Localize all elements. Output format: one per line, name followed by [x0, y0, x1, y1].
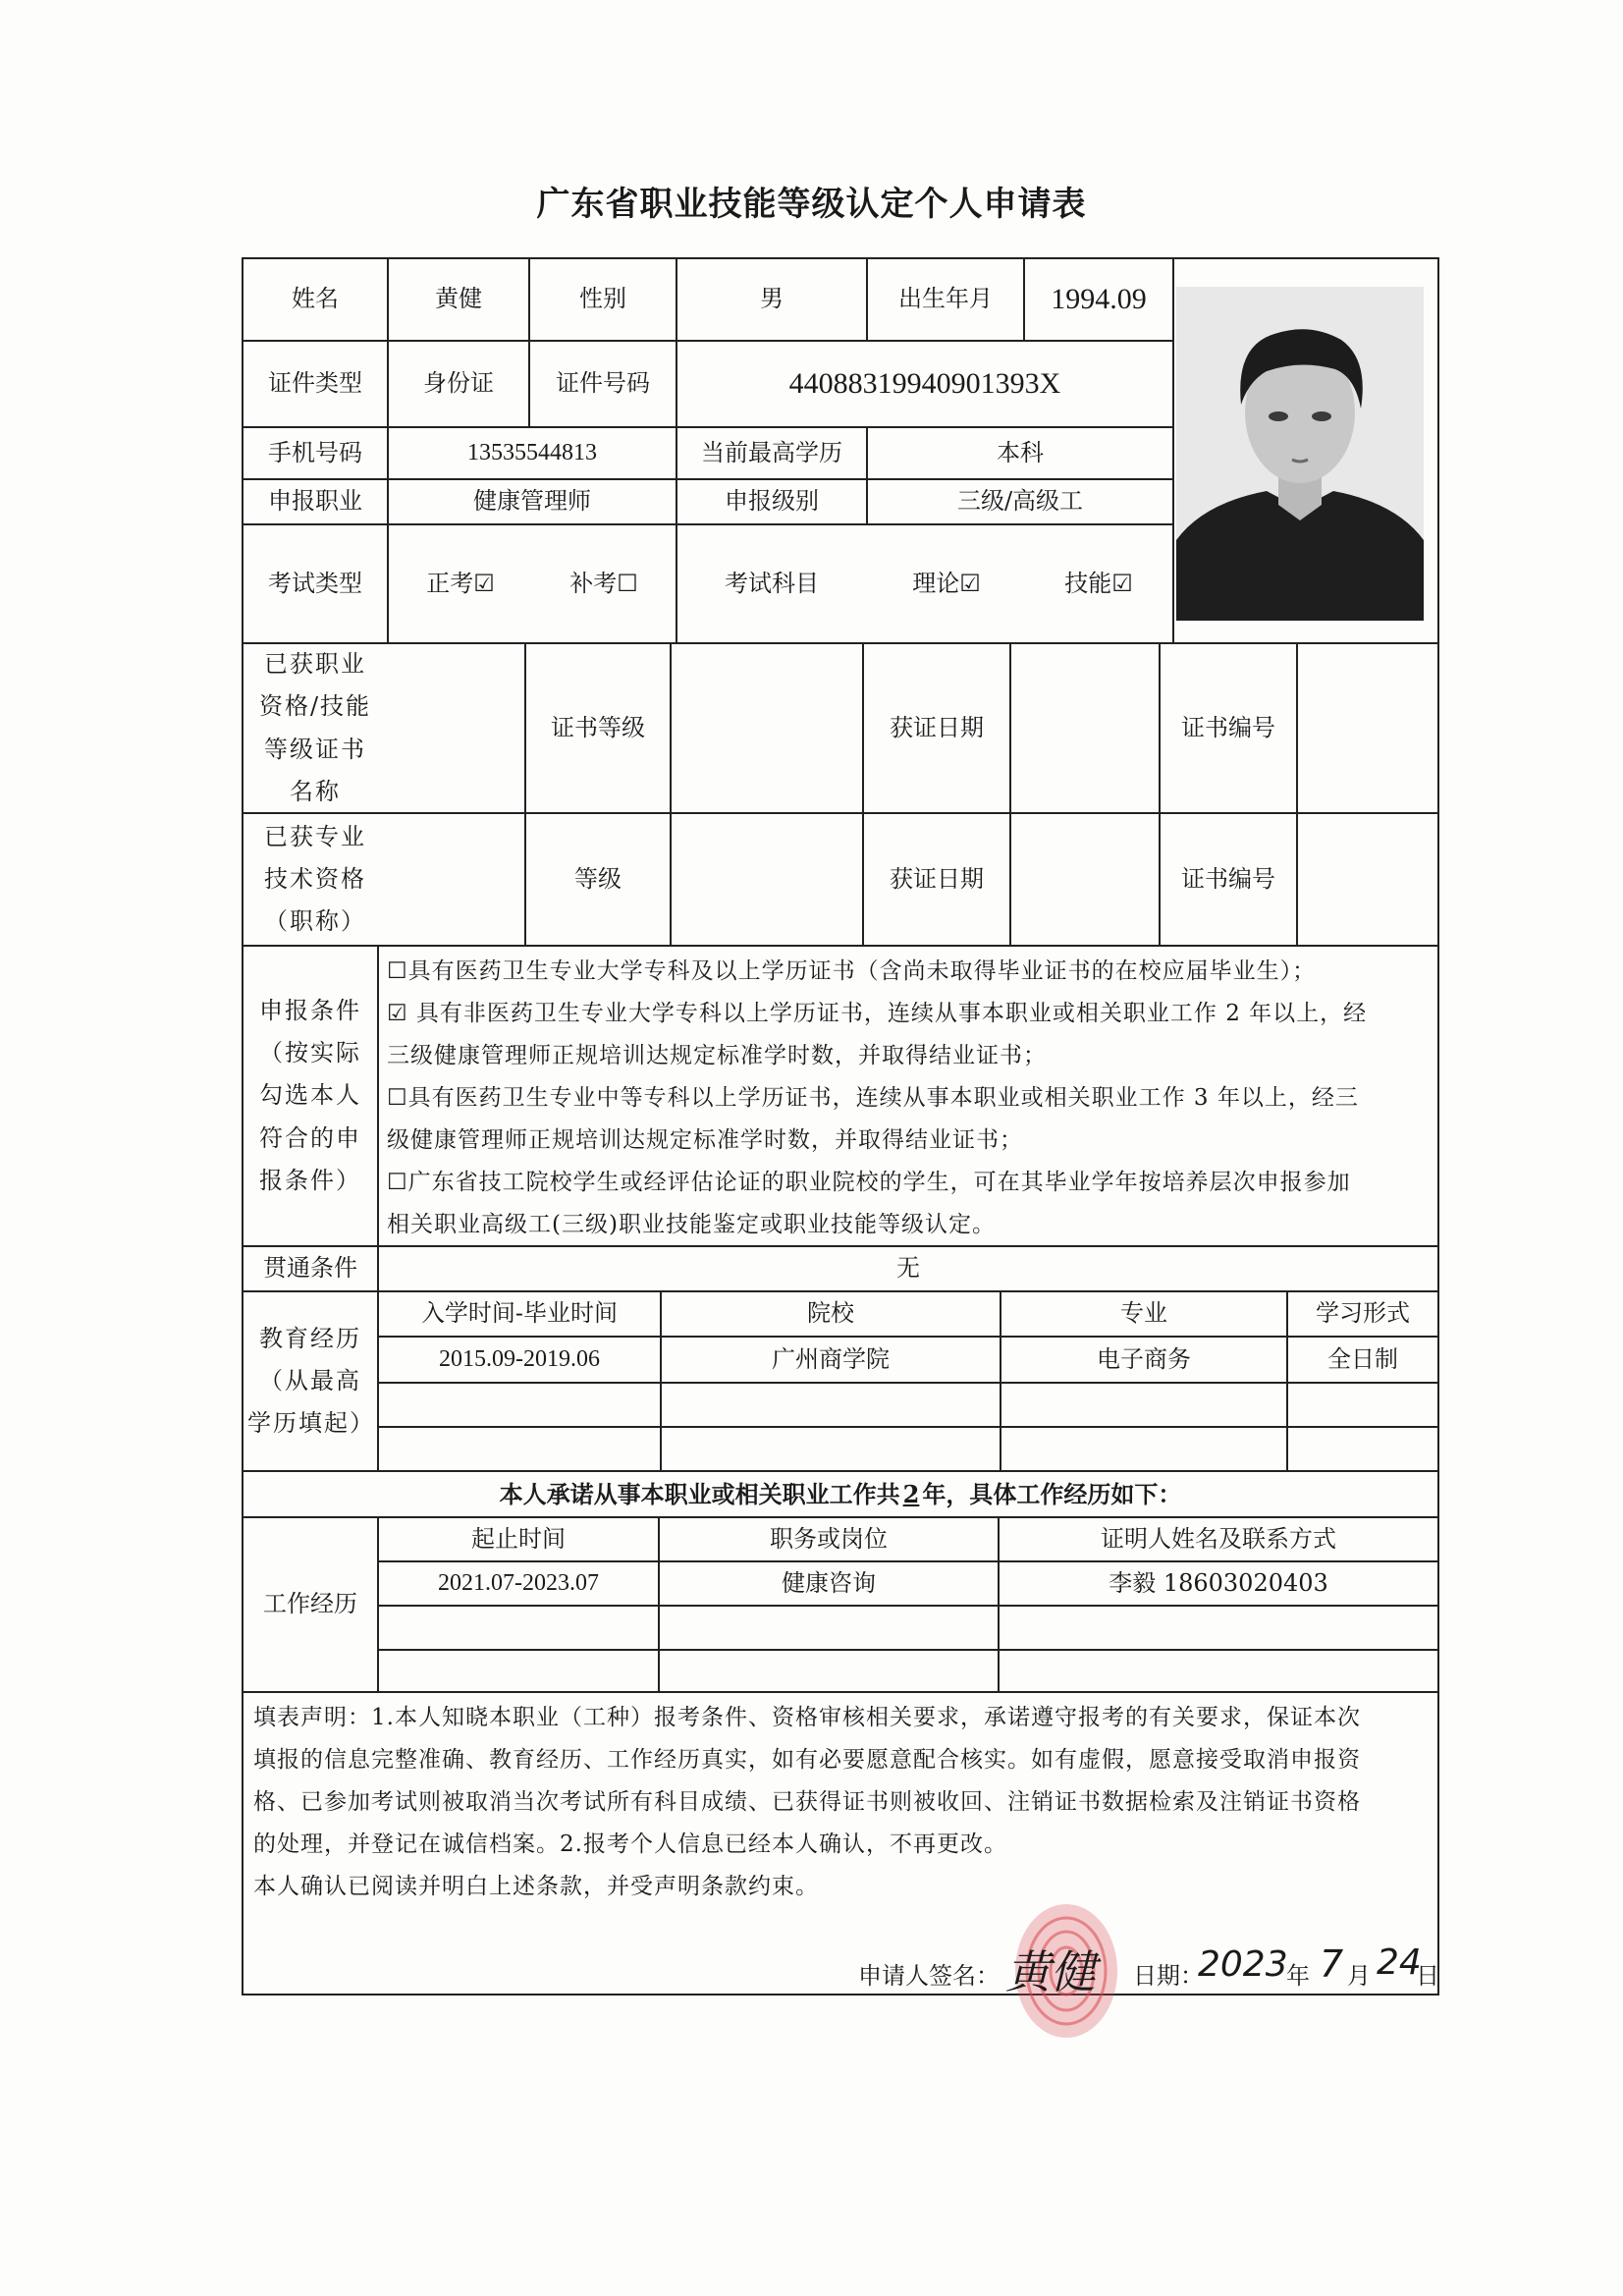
edu-header-period: 入学时间-毕业时间 [420, 1299, 619, 1328]
exam-skill-checkbox[interactable]: 技能☑ [1064, 569, 1133, 597]
exam-type-label: 考试类型 [268, 569, 362, 597]
id-no-label: 证件号码 [556, 369, 650, 398]
cert-level-label: 证书等级 [551, 713, 645, 741]
gender-label: 性别 [579, 285, 626, 313]
exam-regular-checkbox[interactable]: 正考☑ [426, 569, 495, 597]
condition-line[interactable]: ☑ 具有非医药卫生专业大学专科以上学历证书，连续从事本职业或相关职业工作 2 年以上，经 [387, 1001, 1368, 1026]
pro-date-label: 获证日期 [890, 864, 984, 893]
through-value: 无 [896, 1254, 920, 1283]
declaration-line: 的处理，并登记在诚信档案。2.报考个人信息已经本人确认，不再更改。 [253, 1831, 1007, 1857]
work-header-position: 职务或岗位 [770, 1524, 888, 1553]
date-label: 日期： [1133, 1962, 1204, 1990]
declaration-line: 本人确认已阅读并明白上述条款，并受声明条款约束。 [253, 1874, 819, 1899]
id-type-label: 证件类型 [268, 369, 362, 398]
date-year-unit: 年 [1286, 1962, 1310, 1990]
work-header-period: 起止时间 [471, 1524, 566, 1553]
work-row-reference: 李毅 18603020403 [1109, 1568, 1328, 1597]
work-row-position: 健康咨询 [782, 1568, 876, 1597]
commitment-years: 2 [902, 1479, 920, 1508]
edu-row-period: 2015.09-2019.06 [439, 1345, 600, 1372]
pro-level-label: 等级 [574, 864, 622, 893]
edu-header-major: 专业 [1120, 1299, 1167, 1328]
application-form [242, 257, 1439, 1998]
applicant-photo [1176, 287, 1424, 621]
date-day-unit: 日 [1416, 1962, 1439, 1990]
cert-name-label: 已获职业 资格/技能 等级证书 名称 [258, 650, 372, 805]
edu-row-major: 电子商务 [1097, 1344, 1191, 1373]
phone-label: 手机号码 [268, 438, 362, 466]
cert-no-label: 证书编号 [1181, 713, 1275, 741]
name-value: 黄健 [435, 285, 482, 313]
through-label: 贯通条件 [263, 1254, 357, 1283]
edu-header-mode: 学习形式 [1316, 1299, 1410, 1328]
education-value: 本科 [997, 438, 1044, 466]
id-type-value: 身份证 [423, 369, 494, 398]
date-day[interactable]: 24 [1377, 1942, 1422, 1983]
condition-line: 三级健康管理师正规培训达规定标准学时数，并取得结业证书； [387, 1043, 1047, 1068]
work-header-reference: 证明人姓名及联系方式 [1101, 1524, 1336, 1553]
work-commitment [243, 1472, 1437, 1516]
phone-value: 13535544813 [467, 439, 597, 465]
condition-line: 相关职业高级工(三级)职业技能鉴定或职业技能等级认定。 [387, 1212, 996, 1237]
cert-date-label: 获证日期 [890, 713, 984, 741]
exam-makeup-checkbox[interactable]: 补考☐ [569, 569, 638, 597]
work-history-label: 工作经历 [263, 1590, 357, 1618]
birth-value: 1994.09 [1051, 282, 1147, 315]
id-no-value: 44088319940901393X [788, 366, 1061, 400]
level-label: 申报级别 [725, 487, 819, 516]
condition-line[interactable]: ☐广东省技工院校学生或经评估论证的职业院校的学生，可在其毕业学年按培养层次申报参加 [387, 1170, 1351, 1195]
gender-value: 男 [760, 285, 784, 313]
condition-line[interactable]: ☐具有医药卫生专业中等专科以上学历证书，连续从事本职业或相关职业工作 3 年以上，经三 [387, 1085, 1359, 1111]
date-year[interactable]: 2023 [1198, 1944, 1288, 1985]
pro-no-label: 证书编号 [1181, 864, 1275, 893]
birth-label: 出生年月 [898, 285, 993, 313]
declaration-line: 填报的信息完整准确、教育经历、工作经历真实，如有必要愿意配合核实。如有虚假，愿意接受取消申报资 [253, 1747, 1361, 1773]
education-label: 当前最高学历 [701, 438, 842, 466]
signature-name[interactable]: 黄健 [1005, 1945, 1096, 1998]
work-row-period: 2021.07-2023.07 [438, 1569, 599, 1596]
condition-line[interactable]: ☐具有医药卫生专业大学专科及以上学历证书（含尚未取得毕业证书的在校应届毕业生）； [387, 958, 1317, 984]
exam-theory-checkbox[interactable]: 理论☑ [912, 569, 981, 597]
date-month-unit: 月 [1347, 1962, 1371, 1990]
conditions-list [379, 947, 1437, 1245]
edu-row-school: 广州商学院 [772, 1344, 890, 1373]
declaration-line: 填表声明：1.本人知晓本职业（工种）报考条件、资格审核相关要求，承诺遵守报考的有关要求，保证本次 [253, 1705, 1361, 1730]
condition-line: 级健康管理师正规培训达规定标准学时数，并取得结业证书； [387, 1127, 1023, 1153]
education-history-label: 教育经历 （从最高 学历填起） [247, 1324, 375, 1438]
exam-subject-label: 考试科目 [725, 569, 819, 597]
level-value: 三级/高级工 [956, 487, 1084, 516]
commitment-suffix: 年，具体工作经历如下： [922, 1479, 1182, 1508]
commitment-prefix: 本人承诺从事本职业或相关职业工作共 [499, 1479, 900, 1508]
name-label: 姓名 [292, 285, 339, 313]
occupation-value: 健康管理师 [473, 487, 591, 516]
declaration-line: 格、已参加考试则被取消当次考试所有科目成绩、已获得证书则被收回、注销证书数据检索及注销证书资格 [253, 1789, 1361, 1815]
edu-header-school: 院校 [807, 1299, 854, 1328]
page-title: 广东省职业技能等级认定个人申请表 [536, 185, 1087, 224]
conditions-label: 申报条件 （按实际 勾选本人 符合的申 报条件） [259, 997, 361, 1194]
occupation-label: 申报职业 [268, 487, 362, 516]
signature-label: 申请人签名： [858, 1962, 1000, 1990]
declaration [243, 1697, 1437, 1923]
date-month[interactable]: 7 [1320, 1942, 1344, 1986]
pro-title-label: 已获专业 技术资格 （职称） [264, 822, 366, 936]
edu-row-mode: 全日制 [1327, 1344, 1398, 1373]
